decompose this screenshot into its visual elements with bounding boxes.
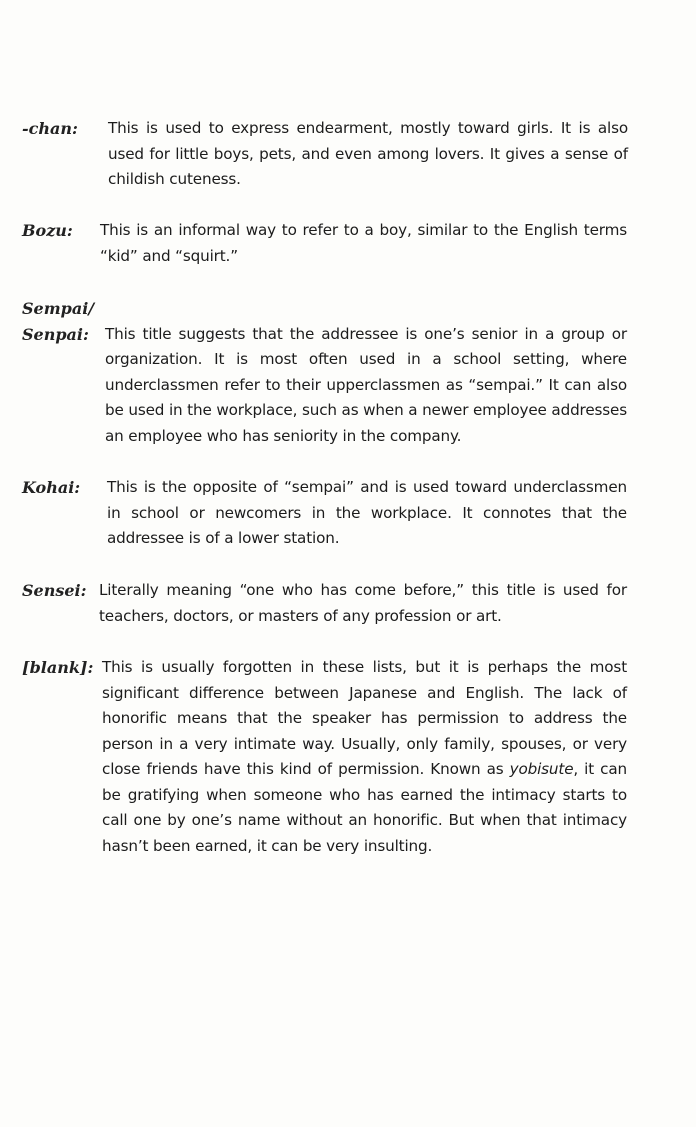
glossary-definition xyxy=(102,655,627,859)
glossary-term-line-2: Senpai: xyxy=(22,324,89,344)
definition-text-part-2: , it can be gratifying when someone who has earned the intimacy starts to call one by one’s name without an honorific. But when that intimacy hasn’t been earned, it can be very insulting. xyxy=(102,760,627,855)
glossary-entry-blank xyxy=(22,655,630,865)
glossary-definition: This is used to express endearment, mostly toward girls. It is also used for little boys, pets, and even among lovers. It gives a sense of childish cuteness. xyxy=(108,119,628,188)
glossary-term-line-1: Sempai/ xyxy=(22,299,95,318)
definition-text-part-1: This is usually forgotten in these lists, but it is perhaps the most significant difference between Japanese and English. The lack of honorific means that the speaker has permission to address the person in a very intimate way. Usually, only family, spouses, or very close friends have this kind of permission. Known as xyxy=(102,658,627,778)
glossary-term: -chan: xyxy=(22,119,78,138)
glossary-entry-kohai xyxy=(22,475,630,555)
glossary-entry-chan xyxy=(22,116,630,196)
glossary-definition: This is an informal way to refer to a boy, similar to the English terms “kid” and “squirt.” xyxy=(100,221,627,265)
glossary-term xyxy=(22,296,94,347)
glossary-term: [blank]: xyxy=(22,658,94,677)
glossary-entry-sensei xyxy=(22,578,630,633)
glossary-definition: Literally meaning “one who has come before,” this title is used for teachers, doctors, or masters of any profession or art. xyxy=(99,581,627,625)
glossary-entry-sempai xyxy=(22,296,630,456)
glossary-definition: This title suggests that the addressee is one’s senior in a group or organization. It is most often used in a school setting, where underclassmen refer to their upperclassmen as “sempai.” It can also be used in the workplace, such as when a newer employee addresses an employee who has seniority in the company. xyxy=(105,324,627,445)
glossary-term: Sensei: xyxy=(22,581,87,600)
glossary-entry-bozu xyxy=(22,218,630,273)
definition-emphasis: yobisute xyxy=(509,760,574,778)
glossary-definition: This is the opposite of “sempai” and is used toward underclassmen in school or newcomers in the workplace. It connotes that the addressee is of a lower station. xyxy=(107,478,627,547)
glossary-term: Kohai: xyxy=(22,478,81,497)
glossary-term: Bozu: xyxy=(22,221,73,240)
